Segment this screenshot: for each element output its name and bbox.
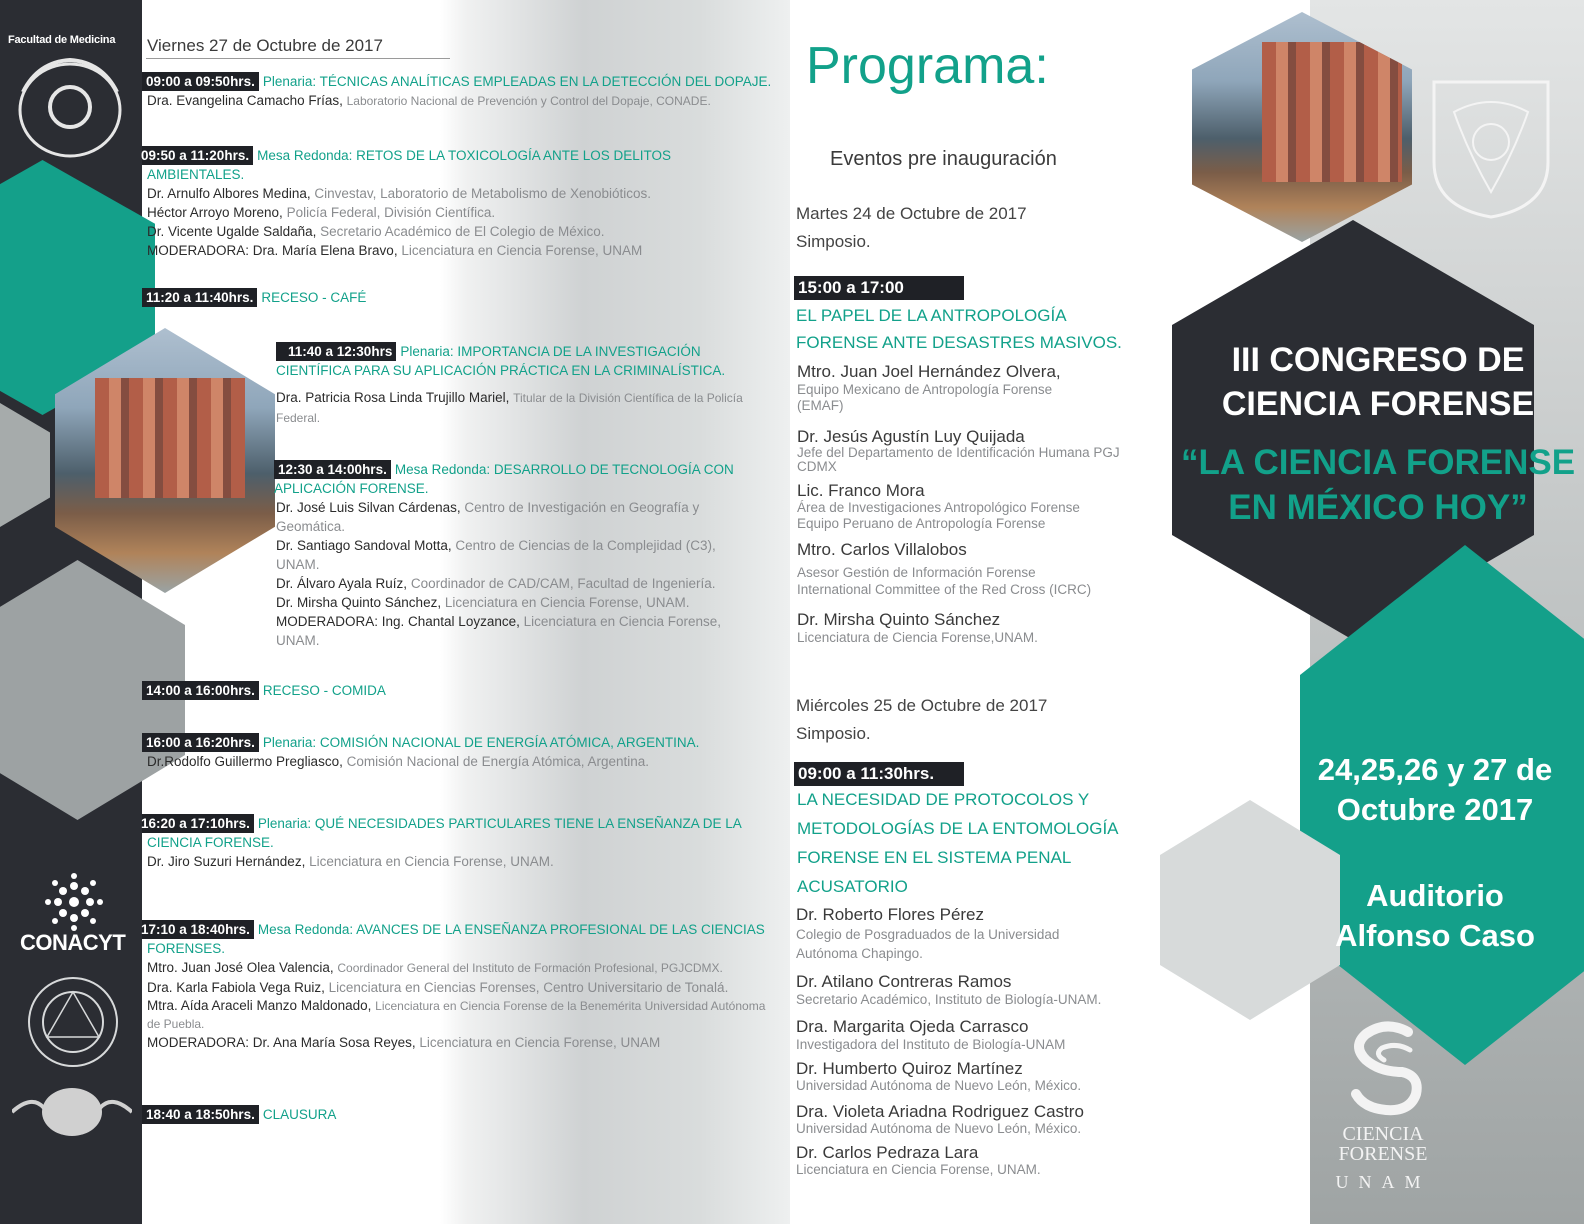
speaker-affiliation: (EMAF) <box>797 398 844 413</box>
congress-subtitle-line: EN MÉXICO HOY” <box>1228 488 1528 527</box>
speaker-affiliation: Colegio de Posgraduados de la Universidad <box>796 927 1060 942</box>
speaker <box>797 428 1120 474</box>
speaker <box>797 482 1080 532</box>
speaker-name: Dr. Arnulfo Albores Medina, <box>147 186 311 201</box>
symposium-title-line: FORENSE ANTE DESASTRES MASIVOS. <box>796 333 1122 352</box>
speaker-affiliation: Coordinador General del Instituto de Formación Profesional, PGJCDMX. <box>337 961 723 975</box>
schedule-item <box>142 733 762 771</box>
speaker <box>797 362 1061 414</box>
speaker-affiliation: International Committee of the Red Cross (ICRC) <box>797 582 1092 597</box>
session-title: Plenaria: COMISIÓN NACIONAL DE ENERGÍA ATÓMICA, ARGENTINA. <box>262 735 700 750</box>
symposium-title-line: ACUSATORIO <box>797 877 908 896</box>
symposium-title-line: METODOLOGÍAS DE LA ENTOMOLOGÍA <box>797 819 1119 838</box>
speaker-name: Dra. Violeta Ariadna Rodriguez Castro <box>796 1102 1084 1121</box>
speaker-affiliation: Asesor Gestión de Información Forense <box>797 565 1036 580</box>
speaker-affiliation: Secretario Académico de El Colegio de México. <box>320 224 605 239</box>
speaker-affiliation: Policía Federal, División Científica. <box>286 205 496 220</box>
speaker-name: Dr. Vicente Ugalde Saldaña, <box>147 224 317 239</box>
speaker-affiliation: CDMX <box>797 459 837 474</box>
speaker-name: Mtra. Aída Araceli Manzo Maldonado, <box>147 998 372 1013</box>
symposium-title-line: EL PAPEL DE LA ANTROPOLOGÍA <box>796 306 1067 325</box>
day-header: Viernes 27 de Octubre de 2017 <box>147 36 383 55</box>
day-date: Miércoles 25 de Octubre de 2017 <box>796 696 1048 715</box>
speaker-name: Dr. Roberto Flores Pérez <box>796 905 985 924</box>
time-badge: 12:30 a 14:00hrs. <box>274 460 391 479</box>
speaker-affiliation: Licenciatura en Ciencia Forense, UNAM. <box>309 854 554 869</box>
faculty-of-medicine-logo-icon <box>8 52 132 162</box>
faculty-label: Facultad de Medicina <box>8 34 116 46</box>
speaker <box>797 610 1038 646</box>
ciencia-forense-logo-icon <box>1346 1020 1430 1124</box>
session-title: Mesa Redonda: RETOS DE LA TOXICOLOGÍA ANTE LOS DELITOS AMBIENTALES. <box>147 148 672 182</box>
logo-text-line: CIENCIA <box>1342 1123 1424 1145</box>
logo-text-line: FORENSE <box>1338 1143 1428 1165</box>
speaker-affiliation: Equipo Mexicano de Antropología Forense <box>797 382 1053 397</box>
time-badge: 09:00 a 09:50hrs. <box>142 72 259 91</box>
congress-subtitle-line: “LA CIENCIA FORENSE <box>1180 443 1576 482</box>
session-title: Plenaria: QUÉ NECESIDADES PARTICULARES TIENE LA ENSEÑANZA DE LA CIENCIA FORENSE. <box>147 816 741 850</box>
conacyt-label: CONACYT <box>20 930 126 955</box>
session-title: RECESO - COMIDA <box>262 683 386 698</box>
speaker-affiliation: Coordinador de CAD/CAM, Facultad de Ingeniería. <box>410 576 716 591</box>
congress-title-line: III CONGRESO DE <box>1231 341 1525 379</box>
congress-title <box>1176 338 1580 426</box>
speaker-affiliation: Comisión Nacional de Energía Atómica, Argentina. <box>346 754 650 769</box>
speaker-name: Mtro. Juan Joel Hernández Olvera, <box>797 362 1061 381</box>
unam-shield-icon <box>1424 72 1558 220</box>
speaker <box>797 540 1091 598</box>
session-title: Mesa Redonda: AVANCES DE LA ENSEÑANZA PROFESIONAL DE LAS CIENCIAS FORENSES. <box>147 922 765 956</box>
time-badge: 09:50 a 11:20hrs. <box>142 146 253 165</box>
logo-text <box>1318 1124 1448 1164</box>
time-badge: 17:10 a 18:40hrs. <box>142 920 254 939</box>
symposium-title <box>796 302 1122 356</box>
speaker-affiliation: Universidad Autónoma de Nuevo León, México. <box>796 1078 1082 1093</box>
speaker-affiliation: Licenciatura en Ciencia Forense, UNAM <box>401 243 643 258</box>
session-title: RECESO - CAFÉ <box>261 290 367 305</box>
association-seal-icon <box>12 1084 132 1140</box>
speaker <box>796 1060 1081 1094</box>
pre-events-heading: Eventos pre inauguración <box>830 148 1057 170</box>
speaker-affiliation: Jefe del Departamento de Identificación Humana PGJ <box>797 445 1120 460</box>
schedule-item <box>142 288 542 307</box>
event-kind: Simposio. <box>796 724 871 743</box>
symposium-title-line: FORENSE EN EL SISTEMA PENAL <box>797 848 1072 867</box>
session-title: Plenaria: IMPORTANCIA DE LA INVESTIGACIÓN CIENTÍFICA PARA SU APLICACIÓN PRÁCTICA EN LA CRIMINALÍSTICA. <box>276 344 726 378</box>
speaker-affiliation: Licenciatura de Ciencia Forense,UNAM. <box>797 630 1038 645</box>
symposium-title <box>797 785 1119 901</box>
time-badge: 14:00 a 16:00hrs. <box>142 681 259 700</box>
speaker-name: Dra. Margarita Ojeda Carrasco <box>796 1017 1029 1036</box>
time-badge: 15:00 a 17:00 <box>794 276 964 300</box>
speaker-affiliation: Autónoma Chapingo. <box>796 946 923 961</box>
speaker-name: Dr.Rodolfo Guillermo Pregliasco, <box>147 754 343 769</box>
speaker-name: Lic. Franco Mora <box>797 481 925 500</box>
speaker-name: Dr. Jesús Agustín Luy Quijada <box>797 427 1025 446</box>
speaker-affiliation: Investigadora del Instituto de Biología-UNAM <box>796 1037 1066 1052</box>
speaker-affiliation: Laboratorio Nacional de Prevención y Control del Dopaje, CONADE. <box>346 94 711 108</box>
speaker-affiliation: Titular de la División Científica de la Policía Federal. <box>276 391 743 425</box>
speaker-affiliation: Centro de Ciencias de la Complejidad (C3), UNAM. <box>276 538 716 572</box>
speaker-name: Dr. José Luis Silvan Cárdenas, <box>276 500 461 515</box>
session-title: CLAUSURA <box>262 1107 337 1122</box>
schedule-item <box>276 342 746 428</box>
venue <box>1300 876 1570 956</box>
speaker <box>796 905 1059 963</box>
schedule-item <box>142 814 762 871</box>
speaker-name: Mtro. Juan José Olea Valencia, <box>147 960 334 975</box>
schedule-item <box>142 146 732 260</box>
speaker-affiliation: Licenciatura en Ciencia Forense, UNAM. <box>276 614 721 648</box>
symposium-title-line: LA NECESIDAD DE PROTOCOLOS Y <box>797 790 1090 809</box>
logo-unam-text: UNAM <box>1335 1172 1431 1192</box>
event-kind: Simposio. <box>796 232 871 251</box>
speaker-name: Dr. Mirsha Quinto Sánchez <box>797 610 1001 629</box>
time-badge: 09:00 a 11:30hrs. <box>794 762 964 786</box>
time-badge: 11:40 a 12:30hrs <box>276 342 396 361</box>
congress-subtitle <box>1176 440 1580 530</box>
speaker-name: Dr. Atilano Contreras Ramos <box>796 972 1012 991</box>
speaker-affiliation: Licenciatura en Ciencia Forense, UNAM. <box>444 595 690 610</box>
speaker-name: Dra. Evangelina Camacho Frías, <box>147 93 343 108</box>
speaker-name: Dr. Álvaro Ayala Ruíz, <box>276 576 408 591</box>
time-badge: 18:40 a 18:50hrs. <box>142 1105 259 1124</box>
speaker-affiliation: Licenciatura en Ciencias Forenses, Centro Universitario de Tonalá. <box>328 980 729 995</box>
speaker-name: Dr. Carlos Pedraza Lara <box>796 1143 979 1162</box>
time-badge: 16:00 a 16:20hrs. <box>142 733 259 752</box>
speaker-name: MODERADORA: Dr. Ana María Sosa Reyes, <box>147 1035 416 1050</box>
speaker-name: Mtro. Carlos Villalobos <box>797 540 967 559</box>
schedule-item <box>142 72 782 111</box>
forensic-society-logo-icon <box>26 975 120 1069</box>
speaker-name: Dr. Mirsha Quinto Sánchez, <box>276 595 442 610</box>
speaker-affiliation: Universidad Autónoma de Nuevo León, México. <box>796 1121 1082 1136</box>
program-heading: Programa: <box>806 37 1049 95</box>
speaker-affiliation: Licenciatura en Ciencia Forense, UNAM <box>419 1035 661 1050</box>
speaker-affiliation: Cinvestav, Laboratorio de Metabolismo de Xenobióticos. <box>314 186 652 201</box>
session-title: Mesa Redonda: DESARROLLO DE TECNOLOGÍA CON APLICACIÓN FORENSE. <box>274 462 734 496</box>
session-title: Plenaria: TÉCNICAS ANALÍTICAS EMPLEADAS EN LA DETECCIÓN DEL DOPAJE. <box>262 74 772 89</box>
speaker-name: MODERADORA: Ing. Chantal Loyzance, <box>276 614 520 629</box>
venue-line: Auditorio <box>1366 878 1504 913</box>
speaker-name: MODERADORA: Dra. María Elena Bravo, <box>147 243 398 258</box>
congress-title-line: CIENCIA FORENSE <box>1221 385 1535 423</box>
speaker <box>796 1144 1041 1178</box>
speaker-affiliation: Secretario Académico, Instituto de Biología-UNAM. <box>796 992 1102 1007</box>
speaker-name: Dr. Jiro Suzuri Hernández, <box>147 854 306 869</box>
speaker-name: Dra. Karla Fabiola Vega Ruiz, <box>147 980 325 995</box>
schedule-item <box>274 460 754 650</box>
speaker-affiliation: Licenciatura en Ciencia Forense de la Benemérita Universidad Autónoma de Puebla. <box>147 999 766 1031</box>
speaker-name: Dra. Patricia Rosa Linda Trujillo Mariel, <box>276 390 510 405</box>
event-dates-line: 24,25,26 y 27 de <box>1317 752 1553 787</box>
speaker <box>796 1103 1084 1137</box>
speaker <box>796 1017 1065 1053</box>
speaker-affiliation: Área de Investigaciones Antropológico Forense <box>797 500 1080 515</box>
speaker-affiliation: Centro de Investigación en Geografía y Geomática. <box>276 500 700 534</box>
speaker-affiliation: Licenciatura en Ciencia Forense, UNAM. <box>796 1162 1041 1177</box>
speaker <box>796 972 1101 1008</box>
speaker-name: Héctor Arroyo Moreno, <box>147 205 283 220</box>
event-dates-line: Octubre 2017 <box>1336 792 1534 827</box>
venue-line: Alfonso Caso <box>1335 918 1535 953</box>
time-badge: 16:20 a 17:10hrs. <box>142 814 254 833</box>
day-date: Martes 24 de Octubre de 2017 <box>796 204 1027 223</box>
divider <box>146 58 450 59</box>
schedule-item <box>142 681 542 700</box>
speaker-name: Dr. Santiago Sandoval Motta, <box>276 538 452 553</box>
speaker-affiliation: Equipo Peruano de Antropología Forense <box>797 516 1046 531</box>
speaker-name: Dr. Humberto Quiroz Martínez <box>796 1059 1023 1078</box>
conacyt-logo-icon <box>44 872 104 932</box>
time-badge: 11:20 a 11:40hrs. <box>142 288 257 307</box>
event-dates <box>1300 750 1570 830</box>
schedule-item <box>142 1105 542 1124</box>
schedule-item <box>142 920 772 1052</box>
